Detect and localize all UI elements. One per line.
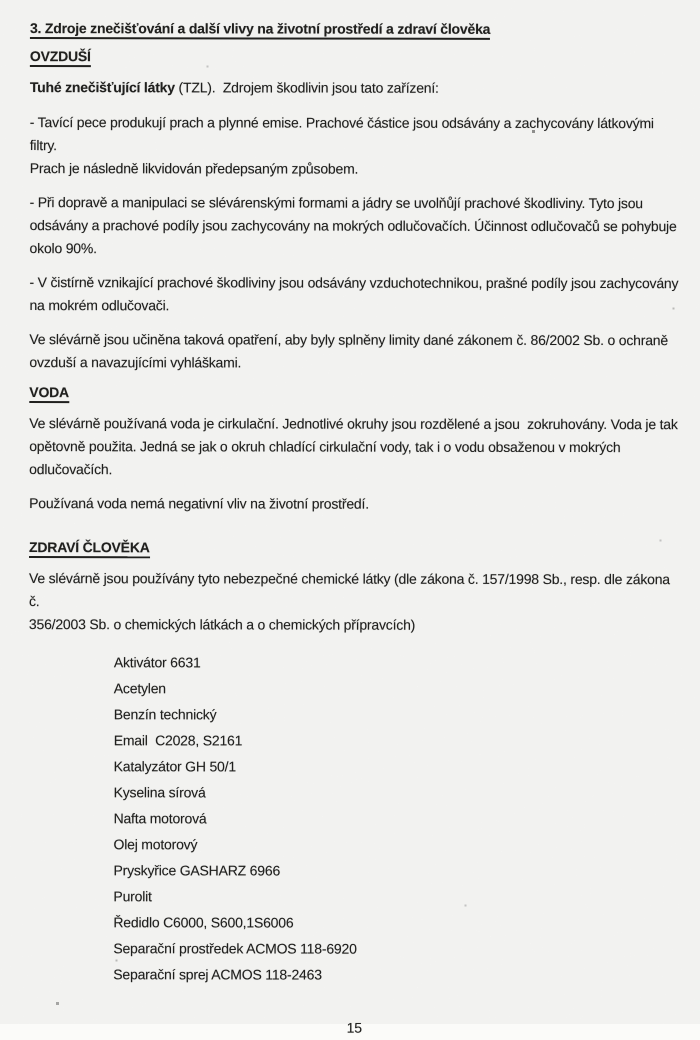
page-number: 15 — [28, 1015, 680, 1040]
chemical-list-item: Pryskyřice GASHARZ 6966 — [113, 857, 680, 884]
paragraph-tzl-lead — [30, 76, 682, 100]
paragraph-cistirna: - V čistírně vznikající prachové škodliviny jsou odsávány vzduchotechnikou, prašné podíly jsou zachycovány na mokrém odlučovači. — [29, 271, 681, 318]
chemical-list-item: Purolit — [113, 883, 680, 910]
lead-bold-text: Tuhé znečišťující látky — [30, 79, 175, 95]
paragraph-opatreni-limity: Ve slévárně jsou učiněna taková opatření, aby byly splněny limity dané zákonem č. 86/2002 Sb. o ochraně ovzduší a navazujícími vyhláškami. — [29, 328, 681, 375]
chemical-list-item: Aktivátor 6631 — [114, 649, 681, 676]
section-heading-zdravi-cloveka: ZDRAVÍ ČLOVĚKA — [29, 535, 681, 560]
lead-line — [30, 76, 682, 100]
chemical-list-item: Olej motorový — [114, 831, 681, 858]
paragraph-voda-vliv: Používaná voda nemá negativní vliv na životní prostředí. — [29, 492, 681, 516]
paragraph-nebezpecne-latky: Ve slévárně jsou používány tyto nebezpečné chemické látky (dle zákona č. 157/1998 Sb., resp. dle zákona č. 356/2003 Sb. o chemických látkách a o chemických přípravcích) — [29, 567, 681, 637]
chemical-list-item: Separační prostředek ACMOS 118-6920 — [113, 935, 680, 962]
section-heading-voda: VODA — [29, 380, 681, 405]
chemical-list-item: Acetylen — [114, 675, 681, 702]
section-heading-ovzdusi: OVZDUŠÍ — [30, 44, 682, 69]
chemical-list-item: Katalyzátor GH 50/1 — [114, 753, 681, 780]
chemical-list — [28, 649, 681, 988]
lead-rest-text: (TZL). Zdrojem škodlivin jsou tato zařízení: — [175, 79, 439, 95]
document-title-text: 3. Zdroje znečišťování a další vlivy na životní prostředí a zdraví člověka — [30, 20, 490, 40]
chemical-list-item: Ředidlo C6000, S600,1S6006 — [113, 909, 680, 936]
document-title — [30, 16, 682, 41]
paragraph-voda-cirkulacni: Ve slévárně používaná voda je cirkulační. Jednotlivé okruhy jsou rozdělené a jsou zokruhovány. Voda je tak opětovně použita. Jedná se jak o okruh chladící cirkulační vody, tak i o vodu obsaženou v mokrých odlučovačích. — [29, 412, 681, 482]
paragraph-tavici-pece: - Tavící pece produkují prach a plynné emise. Prachové částice jsou odsávány a zachycovány látkovými filtry. Prach je následně likvidován předepsaným způsobem. — [30, 111, 682, 181]
chemical-list-item: Nafta motorová — [114, 805, 681, 832]
paragraph-doprava-manipulace: - Při dopravě a manipulaci se slévárenskými formami a jádry se uvolňůjí prachové škodliviny. Tyto jsou odsávány a prachové podíly jsou zachycovány na mokrých odlučovačích. Účinnost odlučovačů se pohybuje okolo 90%. — [30, 191, 682, 261]
chemical-list-item: Separační sprej ACMOS 118-2463 — [113, 961, 680, 988]
chemical-list-item: Email C2028, S2161 — [114, 727, 681, 754]
chemical-list-item: Benzín technický — [114, 701, 681, 728]
chemical-list-item: Kyselina sírová — [114, 779, 681, 806]
